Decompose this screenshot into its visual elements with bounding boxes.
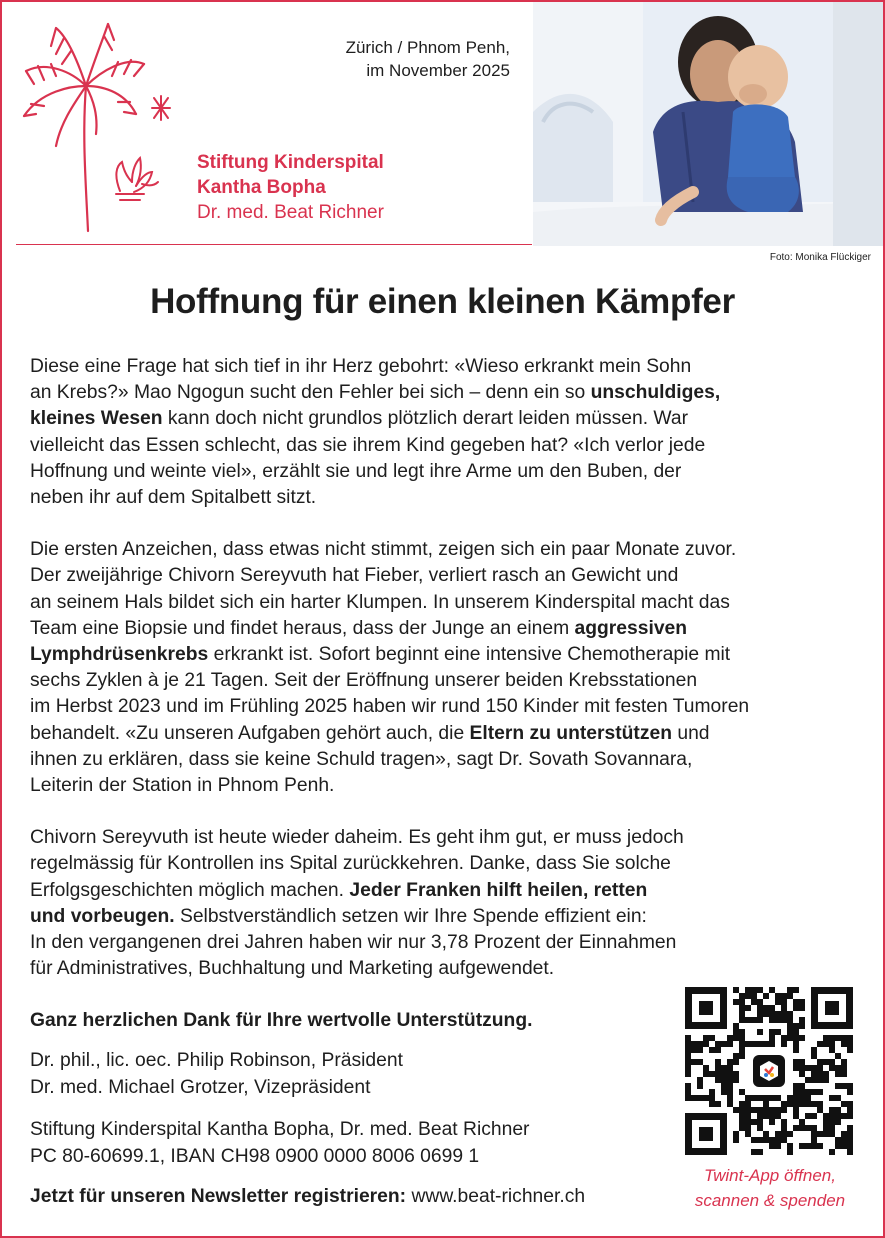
text-span: erkrankt ist. Sofort beginnt eine intensive Chemotherapie mit [208, 644, 731, 666]
org-line-1: Stiftung Kinderspital [197, 152, 384, 173]
text-line: vielleicht das Essen schlecht, das sie ihrem Kind gegeben hat? «Ich verlor jede [30, 434, 706, 456]
bold-span: aggressiven [574, 617, 688, 639]
header-divider [16, 244, 532, 245]
bold-span: Jeder Franken hilft heilen, retten [349, 879, 648, 901]
bold-span: kleines Wesen [30, 408, 163, 430]
text-line: In den vergangenen drei Jahren haben wir nur 3,78 Prozent der Einnahmen [30, 932, 677, 954]
thanks-line: Ganz herzlichen Dank für Ihre wertvolle Unterstützung. [30, 1010, 533, 1031]
foundation-name: Stiftung Kinderspital Kantha Bopha, Dr. med. Beat Richner [30, 1119, 530, 1140]
text-line: Chivorn Sereyvuth ist heute wieder daheim. Es geht ihm gut, er muss jedoch [30, 827, 684, 849]
text-line [30, 878, 865, 904]
twint-line-2: scannen & spenden [694, 1191, 846, 1210]
mother-child-photo [533, 2, 883, 246]
text-span: Selbstverständlich setzen wir Ihre Spende effizient ein: [174, 905, 647, 927]
signature-president: Dr. phil., lic. oec. Philip Robinson, Präsident [30, 1050, 403, 1071]
text-line: ihnen zu erklären, dass sie keine Schuld tragen», sagt Dr. Sovath Sovannara, [30, 748, 693, 770]
text-line: sechs Zyklen à je 21 Tagen. Seit der Eröffnung unserer beiden Krebsstationen [30, 670, 698, 692]
text-span: behandelt. «Zu unseren Aufgaben gehört auch, die [30, 722, 470, 744]
organization-name [197, 150, 384, 225]
text-line [30, 642, 865, 668]
newsletter-link[interactable]: www.beat-richner.ch [406, 1186, 586, 1207]
paragraph-1 [30, 354, 865, 511]
text-line [30, 406, 865, 432]
foundation-info [30, 1117, 529, 1170]
signatures [30, 1048, 403, 1101]
text-line: neben ihr auf dem Spitalbett sitzt. [30, 487, 317, 509]
text-line [30, 380, 865, 406]
place-line: Zürich / Phnom Penh, [345, 38, 510, 57]
text-line: für Administratives, Buchhaltung und Marketing aufgewendet. [30, 958, 555, 980]
text-line: Hoffnung und weinte viel», erzählt sie und legt ihre Arme um den Buben, der [30, 460, 682, 482]
text-span: Erfolgsgeschichten möglich machen. [30, 879, 350, 901]
org-line-3: Dr. med. Beat Richner [197, 202, 384, 223]
text-line: Leiterin der Station in Phnom Penh. [30, 775, 335, 797]
org-line-2: Kantha Bopha [197, 177, 326, 198]
text-line: im Herbst 2023 und im Frühling 2025 haben wir rund 150 Kinder mit festen Tumoren [30, 696, 750, 718]
text-span: an Krebs?» Mao Ngogun sucht den Fehler bei sich – denn ein so [30, 382, 591, 404]
paragraph-2 [30, 537, 865, 799]
text-line: Diese eine Frage hat sich tief in ihr Herz gebohrt: «Wieso erkrankt mein Sohn [30, 356, 692, 377]
letter-body [30, 354, 865, 1008]
newsletter-label: Jetzt für unseren Newsletter registrieren: [30, 1186, 407, 1207]
text-span: und [672, 722, 710, 744]
page-title: Hoffnung für einen kleinen Kämpfer [150, 282, 735, 321]
text-line: an seinem Hals bildet sich ein harter Klumpen. In unserem Kinderspital macht das [30, 591, 730, 613]
newsletter-line [30, 1186, 585, 1208]
paragraph-3 [30, 825, 865, 982]
bold-span: und vorbeugen. [30, 905, 175, 927]
text-line: regelmässig für Kontrollen ins Spital zurückkehren. Danke, dass Sie solche [30, 853, 671, 875]
photo-credit: Foto: Monika Flückiger [769, 252, 871, 263]
date-line: im November 2025 [366, 61, 510, 80]
text-line [30, 904, 865, 930]
text-span: kann doch nicht grundlos plötzlich derart leiden müssen. War [162, 408, 689, 430]
twint-qr-code[interactable] [685, 987, 853, 1155]
palm-tree-logo-icon [16, 16, 186, 236]
text-line [30, 721, 865, 747]
text-line: Der zweijährige Chivorn Sereyvuth hat Fieber, verliert rasch an Gewicht und [30, 565, 679, 587]
text-line: Die ersten Anzeichen, dass etwas nicht stimmt, zeigen sich ein paar Monate zuvor. [30, 539, 737, 561]
bank-account: PC 80-60699.1, IBAN CH98 0900 0000 8006 0699 1 [30, 1145, 480, 1167]
signature-vice-president: Dr. med. Michael Grotzer, Vizepräsident [30, 1076, 371, 1098]
place-date [302, 36, 510, 82]
header [2, 2, 883, 264]
twint-instructions [672, 1163, 868, 1213]
twint-line-1: Twint-App öffnen, [704, 1166, 836, 1185]
text-span: Team eine Biopsie und findet heraus, dass der Junge an einem [30, 617, 575, 639]
text-line [30, 616, 865, 642]
bold-span: Eltern zu unterstützen [469, 722, 672, 744]
bold-span: unschuldiges, [590, 382, 721, 404]
bold-span: Lymphdrüsenkrebs [30, 644, 209, 666]
